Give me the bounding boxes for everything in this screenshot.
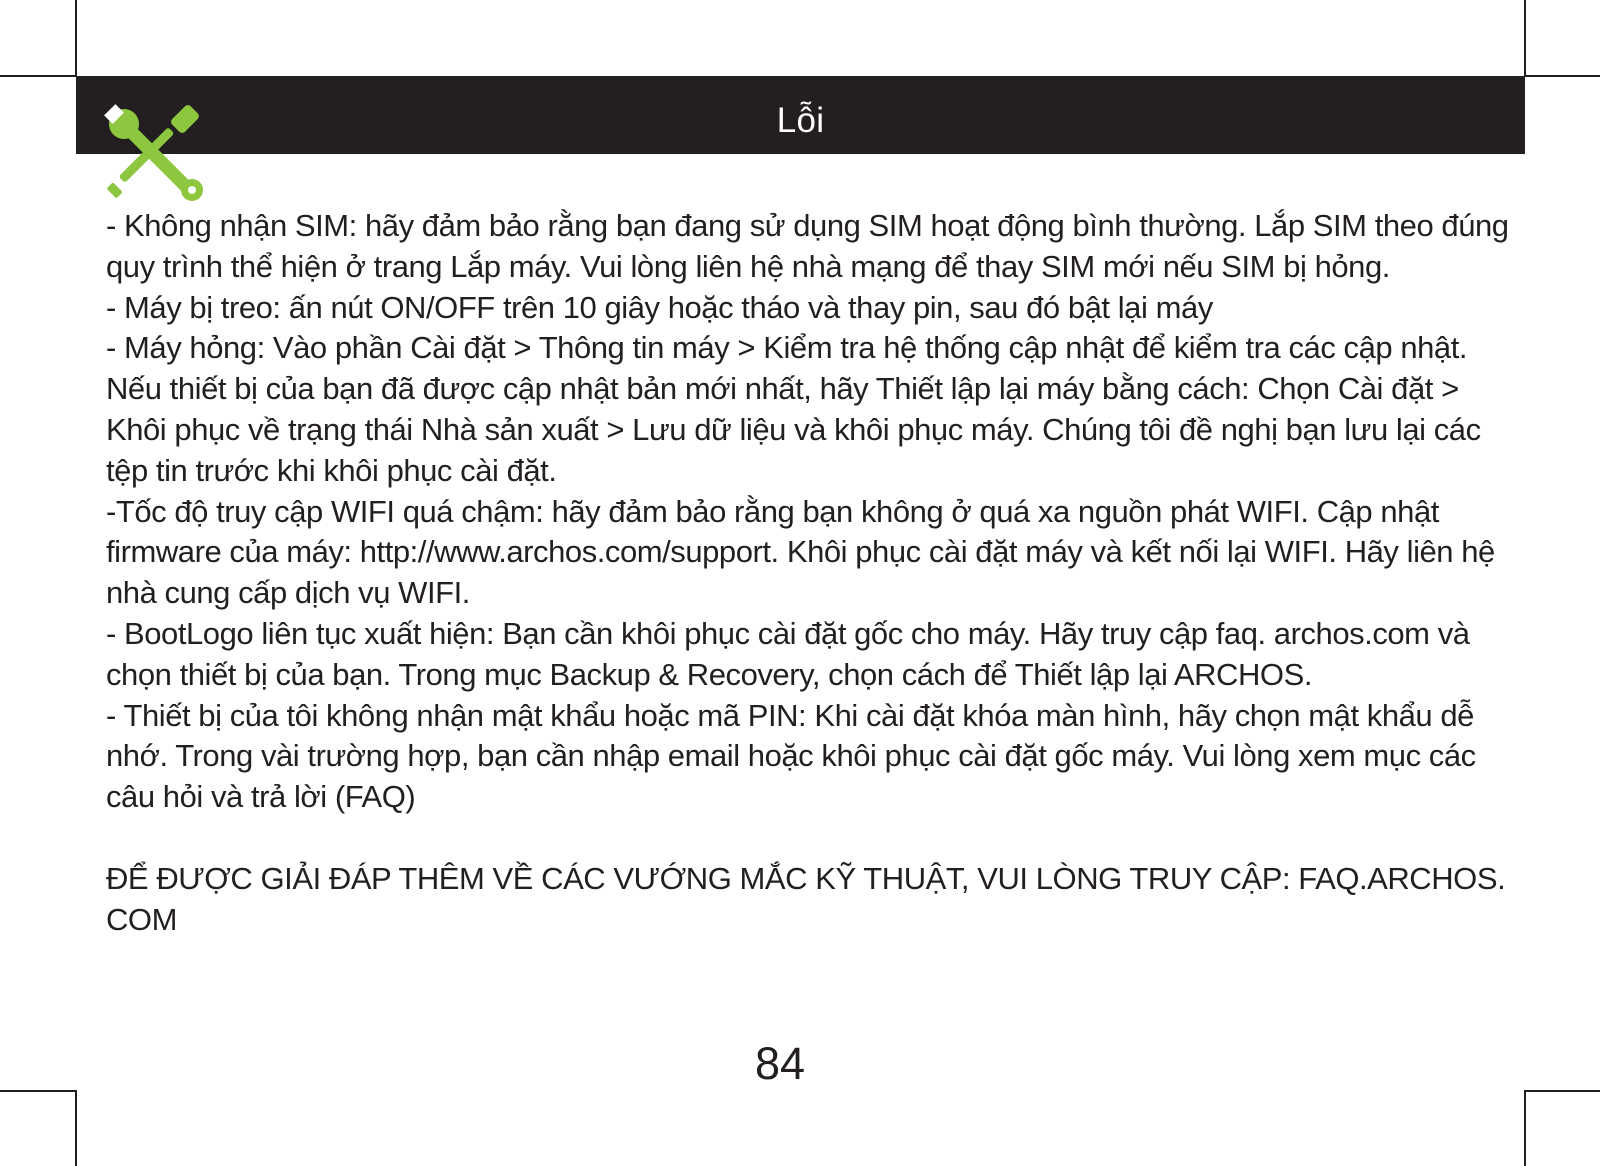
- crop-mark-top-left-h: [0, 75, 76, 77]
- crop-mark-top-left-v: [75, 0, 77, 76]
- spacer: [106, 818, 1526, 859]
- paragraph-wifi: -Tốc độ truy cập WIFI quá chậm: hãy đảm bảo rằng bạn không ở quá xa nguồn phát WIFI. Cập nhật firmware của máy: http://www.archos.com/support. Khôi phục cài đặt máy và kết nối lại WIFI. Hãy liên hệ nhà cung cấp dịch vụ WIFI.: [106, 493, 1495, 611]
- section-header-bar: [76, 76, 1525, 154]
- crop-mark-top-right-v: [1524, 0, 1526, 76]
- troubleshooting-text: [106, 206, 1526, 940]
- paragraph-bootlogo: - BootLogo liên tục xuất hiện: Bạn cần khôi phục cài đặt gốc cho máy. Hãy truy cập faq. archos.com và chọn thiết bị của bạn. Trong mục Backup & Recovery, chọn cách để Thiết lập lại ARCHOS.: [106, 615, 1470, 692]
- paragraph-broken: - Máy hỏng: Vào phần Cài đặt > Thông tin máy > Kiểm tra hệ thống cập nhật để kiểm tra các cập nhật. Nếu thiết bị của bạn đã được cập nhật bản mới nhất, hãy Thiết lập lại máy bằng cách: Chọn Cài đặt > Khôi phục về trạng thái Nhà sản xuất > Lưu dữ liệu và khôi phục máy. Chúng tôi đề nghị bạn lưu lại các tệp tin trước khi khôi phục cài đặt.: [106, 330, 1481, 488]
- page-number: 84: [754, 1038, 806, 1089]
- crop-mark-top-right-h: [1525, 75, 1600, 77]
- crop-mark-bottom-right-v: [1524, 1090, 1526, 1166]
- crop-mark-bottom-left-v: [75, 1090, 77, 1166]
- paragraph-sim: - Không nhận SIM: hãy đảm bảo rằng bạn đang sử dụng SIM hoạt động bình thường. Lắp SIM theo đúng quy trình thể hiện ở trang Lắp máy. Vui lòng liên hệ nhà mạng để thay SIM mới nếu SIM bị hỏng.: [106, 208, 1509, 284]
- section-title: Lỗi: [776, 101, 825, 140]
- footer-note: ĐỂ ĐƯỢC GIẢI ĐÁP THÊM VỀ CÁC VƯỚNG MẮC KỸ THUẬT, VUI LÒNG TRUY CẬP: FAQ.ARCHOS. COM: [106, 860, 1506, 937]
- wrench-screwdriver-icon: [102, 100, 212, 210]
- paragraph-password: - Thiết bị của tôi không nhận mật khẩu hoặc mã PIN: Khi cài đặt khóa màn hình, hãy chọn mật khẩu dễ nhớ. Trong vài trường hợp, bạn cần nhập email hoặc khôi phục cài đặt gốc máy. Vui lòng xem mục các câu hỏi và trả lời (FAQ): [106, 697, 1476, 815]
- paragraph-frozen: - Máy bị treo: ấn nút ON/OFF trên 10 giây hoặc tháo và thay pin, sau đó bật lại máy: [106, 289, 1213, 325]
